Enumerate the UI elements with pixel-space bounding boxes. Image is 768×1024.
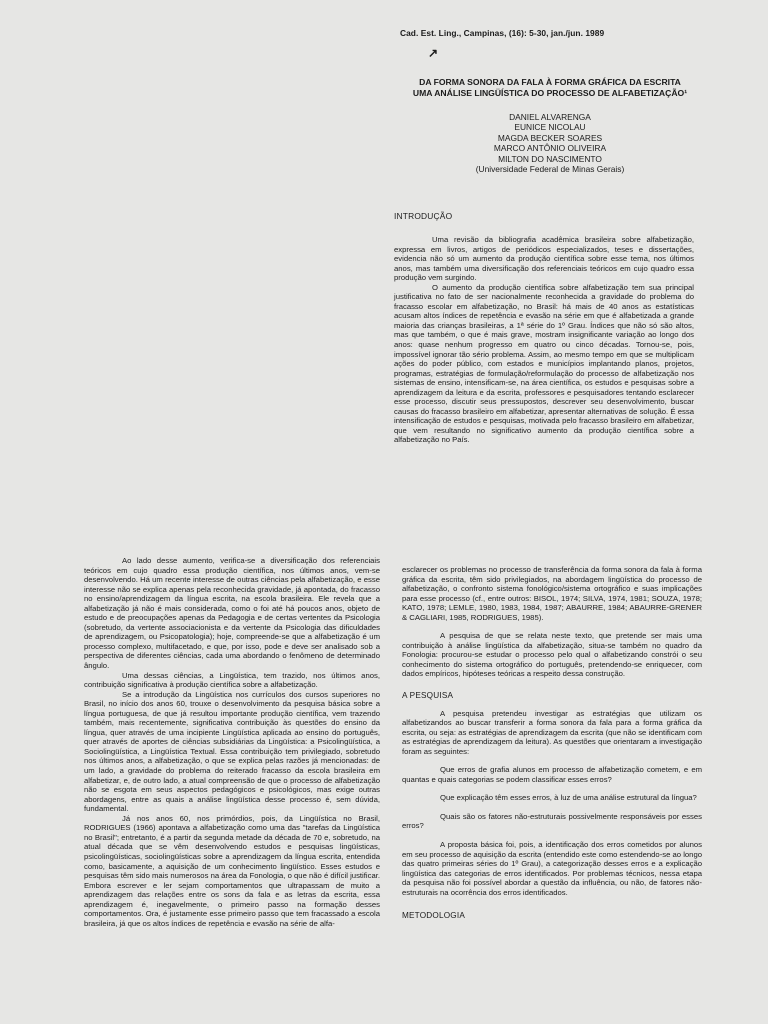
journal-citation: Cad. Est. Ling., Campinas, (16): 5-30, jan./jun. 1989 (400, 28, 605, 38)
body-paragraph: A proposta básica foi, pois, a identificação dos erros cometidos por alunos em seu processo de aquisição da escrita (entendido este como estendendo-se ao longo das quatro primeiras séries do 1º Grau), a categorização desses erros e a explicação lingüística das categorias de erros identificados. Por problemas técnicos, nessa etapa da pesquisa não foi possível abordar a questão da influência, ou não, de fatores não-estruturais na ocorrência dos erros identificados. (402, 840, 703, 897)
intro-column (394, 235, 694, 445)
research-question: Quais são os fatores não-estruturais possivelmente responsáveis por esses erros? (402, 811, 702, 831)
body-paragraph: Se a introdução da Lingüística nos currículos dos cursos superiores no Brasil, no início dos anos 60, trouxe o desenvolvimento da pesquisa básica sobre a língua portuguesa, de que já resultou importante produção científica, vem trazendo também, mais recentemente, significativa contribuição às questões do ensino da língua, quer através de uma incipiente Lingüística aplicada ao ensino do português, quer através de aportes de ciências subsidiárias da Lingüística: a Psicolingüística, a Sociolingüística, a Lingüística Textual. Essa contribuição tem privilegiado, sobretudo nos últimos anos, a alfabetização, o que se explica pelas razões já mencionadas: de um lado, a gravidade do problema do reiterado fracasso da escola brasileira em alfabetizar, e, de outro lado, a atual compreensão de que o processo de alfabetização não se esgota em seus aspectos pedagógicos e psicológicos, mas exige outras abordagens, entre as quais a análise lingüística desse processo é, sem dúvida, fundamental. (84, 689, 380, 814)
title-line-2: UMA ANÁLISE LINGÜÍSTICA DO PROCESSO DE ALFABETIZAÇÃO¹ (412, 88, 688, 98)
body-paragraph: Ao lado desse aumento, verifica-se a diversificação dos referenciais teóricos em cujo quadro essa produção científica, nos últimos anos, vem-se desenvolvendo. Há um recente interesse de outras ciências pela alfabetização, e esse interesse não se explica apenas pela reconhecida gravidade, já apontada, do fracasso no ensino/aprendizagem da língua escrita, na escola brasileira. Ele revela que a alfabetização já não é mais considerada, como o foi até há poucos anos, objeto de estudo e de preocupações apenas da Pedagogia e de certas vertentes da Psicologia (sobretudo, da vertente associacionista e da vertente da Psicologia das dificuldades de aprendizagem, ou Psicopatologia); hoje, compreende-se que a alfabetização é um processo complexo, multifacetado, e que, por isso, pode e deve ser analisado sob a perspectiva de diferentes ciências, cada uma abordando o fenômeno de determinado ângulo. (84, 556, 380, 671)
body-paragraph: Uma dessas ciências, a Lingüística, tem trazido, nos últimos anos, contribuição significativa à produção científica sobre a alfabetização. (84, 670, 380, 690)
intro-paragraph: O aumento da produção científica sobre alfabetização tem sua principal justificativa no fato de ser nacionalmente reconhecida a gravidade do problema do fracasso escolar em alfabetização, no Brasil: há mais de 40 anos as estatísticas acusam altos índices de repetência e evasão na série em que é alfabetizada a grande maioria das crianças brasileiras, a 1ª série do 1º Grau. Índices que não só são altos, mas que também, o que é mais grave, mostram insignificante variação ao longo dos anos: quase nenhum progresso em quatro ou cinco décadas. Tornou-se, pois, impossível ignorar tão sério problema. Assim, ao mesmo tempo em que se multiplicam ações do poder público, com estados e municípios implantando planos, projetos, programas, estratégias de formulação/reformulação do processo de alfabetização nos sistemas de ensino, intensificam-se, na área científica, os estudos e pesquisas sobre a aprendizagem da leitura e da escrita, professores e pesquisadores tentando esclarecer esse processo, discutir seus pressupostos, descrever seu desenvolvimento, buscar causas do fracasso brasileiro em alfabetizar, apresentar alternativas de solução. É essa intensificação de estudos e pesquisas, motivada pelo fracasso brasileiro em alfabetizar, que vem resultando no significativo aumento da produção científica sobre a alfabetização no País. (394, 282, 694, 445)
body-paragraph: A pesquisa de que se relata neste texto, que pretende ser mais uma contribuição à análise lingüística da alfabetização, situa-se também no quadro da Fonologia: procurou-se estudar o processo pelo qual o alfabetizando constrói o seu conhecimento do sistema ortográfico do português, pretendendo-se enriquecer, com dados empíricos, hipóteses teóricas a respeito dessa construção. (402, 631, 702, 679)
author-name: MAGDA BECKER SOARES (497, 132, 603, 143)
section-heading-metodologia: METODOLOGIA (402, 911, 466, 921)
body-paragraph: Já nos anos 60, nos primórdios, pois, da Lingüística no Brasil, RODRIGUES (1966) apontava a alfabetização como uma das "tarefas da Lingüística no Brasil"; entretanto, é a partir da segunda metade da década de 70 e, sobretudo, na atual década que se vêm desenvolvendo estudos e pesquisas lingüísticas, psicolingüísticas, sociolingüísticas sobre a aprendizagem da língua escrita, entendida como, basicamente, a aquisição de um conhecimento lingüístico. Esses estudos e pesquisas têm sido mais numerosos na área da Fonologia, o que não é difícil justificar. Embora escrever e ler sejam comportamentos que ultrapassam de muito a aprendizagem das relações entre os sons da fala e as letras da escrita, essa aprendizagem é, inegavelmente, o primeiro passo na formação desses comportamentos. Ora, é justamente esse primeiro passo que tem fracassado a escola brasileira, já que os altos índices de repetência e evasão na série de alfa- (84, 813, 380, 928)
left-text-column (84, 556, 380, 928)
author-affiliation: (Universidade Federal de Minas Gerais) (475, 164, 625, 175)
pen-mark: ↗ (428, 46, 439, 60)
title-line-1: DA FORMA SONORA DA FALA À FORMA GRÁFICA DA ESCRITA (419, 77, 681, 87)
section-heading-a-pesquisa: A PESQUISA (402, 691, 454, 701)
author-name: EUNICE NICOLAU (514, 122, 586, 133)
section-heading-introducao: INTRODUÇÃO (394, 211, 453, 221)
right-text-column (402, 565, 702, 921)
article-title (400, 77, 700, 99)
body-paragraph: esclarecer os problemas no processo de transferência da forma sonora da fala à forma gráfica da escrita, têm sido privilegiados, na abordagem lingüística do processo de alfabetização, o confronto sistema fonológico/sistema ortográfico e suas implicações para esse processo (cf., entre outros: BISOL, 1974; SILVA, 1974, 1981; SOUZA, 1978; KATO, 1978; LEMLE, 1980, 1983, 1984, 1987; ABAURRE, 1984; ABAURRE-GRENER & CAGLIARI, 1985, RODRIGUES, 1985). (402, 565, 702, 622)
author-name: MARCO ANTÔNIO OLIVEIRA (493, 143, 607, 154)
author-list (400, 112, 700, 174)
author-name: MILTON DO NASCIMENTO (498, 153, 602, 164)
intro-paragraph: Uma revisão da bibliografia acadêmica brasileira sobre alfabetização, expressa em livros, artigos de periódicos especializados, teses e dissertações, evidencia não só um aumento da produção científica sobre esse tema, nos últimos anos, mas também uma diversificação dos referenciais teóricos em cujo quadro essa produção vem surgindo. (394, 235, 694, 283)
author-name: DANIEL ALVARENGA (509, 112, 591, 122)
research-question: Que erros de grafia alunos em processo de alfabetização cometem, e em quantas e quais categorias se podem classificar esses erros? (402, 765, 702, 784)
body-paragraph: A pesquisa pretendeu investigar as estratégias que utilizam os alfabetizandos ao buscar transferir a forma sonora da fala para a forma gráfica da escrita, ou seja: as estratégias de aprendizagem da escrita (que não se identificam com as estratégias de aprendizagem da leitura). As questões que orientaram a investigação foram as seguintes: (402, 708, 702, 756)
research-question: Que explicação têm esses erros, à luz de uma análise estrutural da língua? (440, 793, 697, 803)
